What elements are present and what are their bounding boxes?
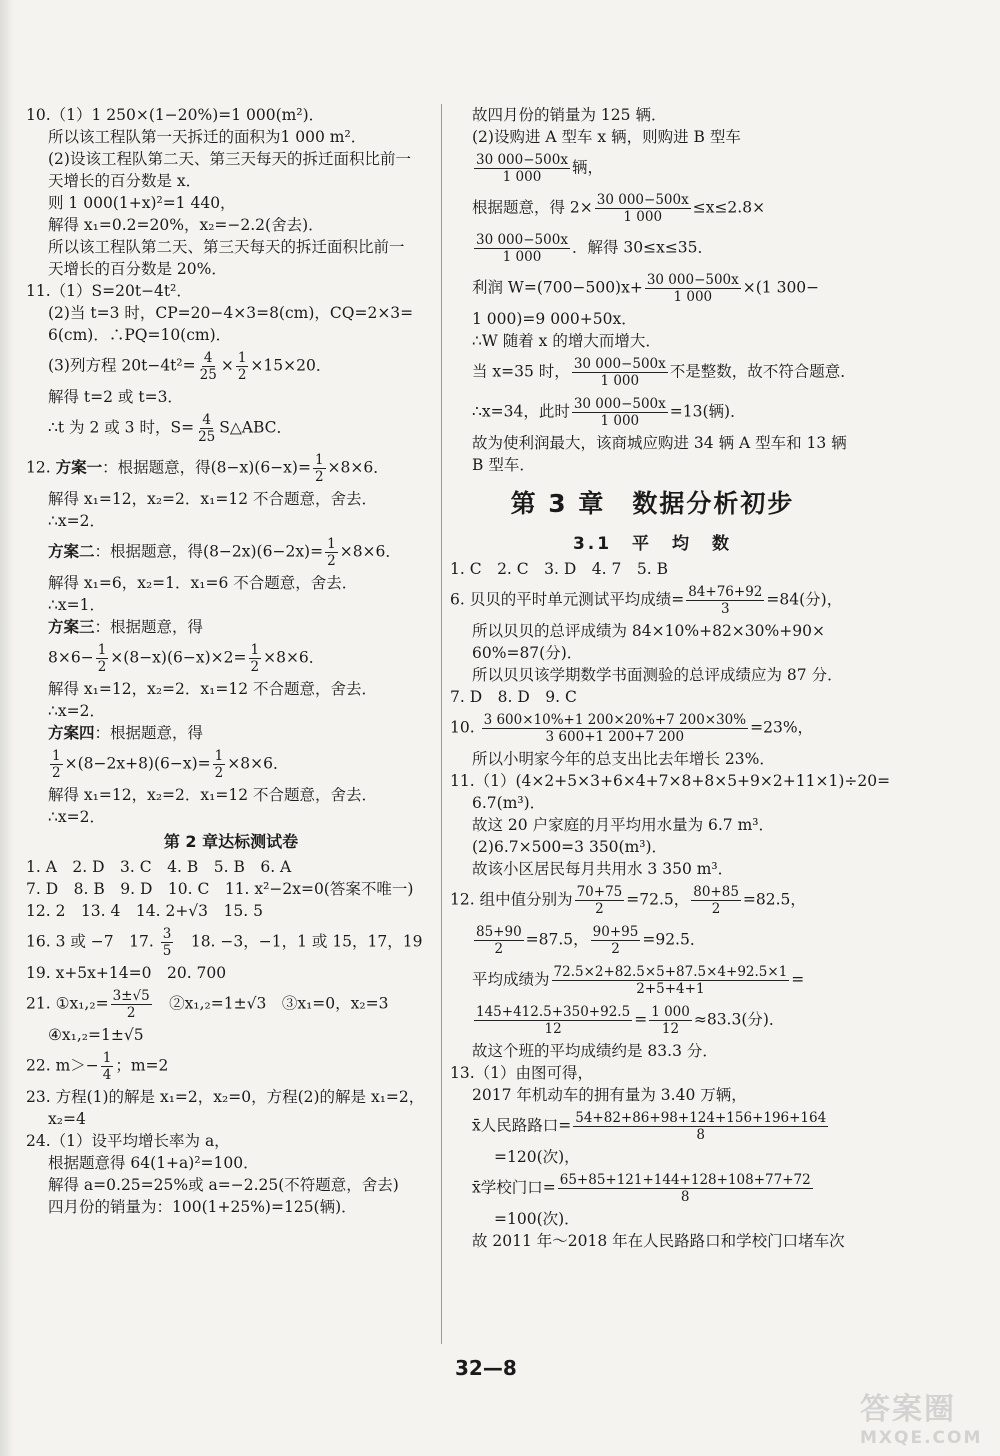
answer-line: 10.（1）1 250×(1−20%)=1 000(m²)．	[26, 106, 325, 124]
fraction-numerator: 3 600×10%+1 200×20%+7 200×30%	[483, 711, 747, 728]
answer-line	[450, 228, 855, 268]
text-segment: 平均成绩为	[472, 970, 550, 988]
answer-line	[450, 352, 855, 392]
answer-line-content	[472, 232, 713, 265]
answer-line: 60%=87(分)．	[472, 644, 583, 662]
text-segment: 根据题意，得 2×	[472, 198, 593, 216]
plan-label: 方案二	[48, 541, 95, 560]
answer-line: 解得 x₁=0.2=20%，x₂=−2.2(舍去)．	[48, 216, 324, 234]
fraction-numerator: 85+90	[476, 923, 522, 940]
fraction	[572, 396, 668, 429]
fraction-numerator: 3±√5	[112, 987, 150, 1004]
answer-line: 解得 x₁=6，x₂=1．x₁=6 不合题意，舍去．	[48, 574, 358, 592]
answer-line: 6(cm)．∴PQ=10(cm)．	[48, 326, 232, 344]
answer-line: x₂=4	[48, 1110, 86, 1128]
fraction-denominator: 1 000	[600, 372, 640, 389]
answer-line: 故这个班的平均成绩约是 83.3 分．	[472, 1042, 718, 1060]
fraction-denominator: 2	[314, 468, 324, 485]
fraction-numerator: 30 000−500x	[596, 191, 689, 208]
text-segment: ：根据题意，得	[94, 724, 204, 742]
fraction	[482, 712, 749, 745]
text-segment: ×(8−x)(6−x)×2=	[110, 648, 247, 666]
text-segment: ×8×6．	[327, 458, 389, 476]
answer-line-content	[472, 356, 856, 389]
fraction-denominator: 1 000	[502, 168, 542, 185]
answer-line	[450, 880, 855, 920]
watermark-line1: 答案圈	[860, 1392, 956, 1427]
text-segment: 12.	[26, 458, 56, 476]
fraction-denominator: 2	[126, 1004, 136, 1021]
text-segment: 18. −3，−1，1 或 15，17，19	[175, 932, 423, 950]
fraction	[552, 964, 790, 997]
answer-line: ∴x=2．	[48, 702, 105, 720]
answer-line: 解得 a=0.25=25%或 a=−2.25(不符题意，舍去)	[48, 1176, 399, 1194]
fraction	[558, 1172, 813, 1205]
answer-line: 解得 x₁=12，x₂=2．x₁=12 不合题意，舍去．	[48, 680, 377, 698]
fraction	[474, 232, 570, 265]
fraction-denominator: 2	[250, 658, 260, 675]
fraction-denominator: 8	[680, 1188, 690, 1205]
fraction	[573, 1110, 828, 1143]
answer-line-content	[472, 1004, 784, 1037]
answer-line-content	[472, 1172, 815, 1205]
text-segment: =84(分)，	[766, 590, 843, 608]
fraction-denominator: 3 600+1 200+7 200	[545, 728, 685, 745]
answer-line: 12. 2 13. 4 14. 2+√3 15. 5	[26, 902, 263, 920]
text-segment: ：根据题意，得(8−2x)(6−2x)=	[94, 542, 324, 560]
answer-line-content	[48, 724, 203, 742]
fraction	[474, 152, 570, 185]
answer-line: 解得 x₁=12，x₂=2．x₁=12 不合题意，舍去．	[48, 786, 377, 804]
text-segment: ≤x≤2.8×	[692, 198, 766, 216]
text-segment: =	[791, 970, 805, 988]
answer-line: 天增长的百分数是 20%．	[48, 260, 227, 278]
right-column	[450, 104, 891, 1252]
text-segment: ∴x=34，此时	[472, 402, 570, 420]
text-segment: 12. 组中值分别为	[450, 890, 573, 908]
fraction-numerator: 30 000−500x	[573, 395, 666, 412]
answer-line	[450, 188, 855, 228]
fraction	[591, 924, 641, 957]
answer-line	[450, 708, 855, 748]
answer-line: 19. x+5x+14=0 20. 700	[26, 964, 227, 982]
answer-line: 所以该工程队第二天、第三天每天的拆迁面积比前一	[48, 238, 405, 256]
text-segment: =23%，	[750, 718, 814, 736]
text-segment: ×8×6．	[339, 542, 401, 560]
answer-line: 天增长的百分数是 x．	[48, 172, 202, 190]
text-segment: ×15×20．	[250, 356, 332, 374]
fraction-denominator: 8	[696, 1126, 706, 1143]
answer-line: 解得 t=2 或 t=3．	[48, 388, 183, 406]
text-segment: ×(1 300−	[742, 278, 820, 296]
page-edge-shadow	[0, 0, 14, 1456]
fraction-denominator: 1 000	[673, 288, 713, 305]
plan-label: 方案一	[55, 457, 103, 476]
text-segment: ．解得 30≤x≤35．	[571, 238, 714, 256]
fraction-denominator: 3	[721, 600, 730, 617]
answer-line	[26, 448, 436, 488]
fraction-denominator: 2	[97, 658, 107, 675]
answer-line	[26, 408, 436, 448]
fraction-denominator: 2	[214, 764, 224, 781]
fraction-denominator: 2	[52, 764, 61, 781]
answer-line: 7. D 8. D 9. C	[450, 688, 577, 706]
text-segment: x̄学校门口=	[472, 1178, 556, 1196]
fraction-numerator: 1	[250, 641, 260, 658]
answer-line-content	[472, 924, 705, 957]
fraction	[196, 412, 217, 445]
watermark-line2: MXQE.COM	[860, 1428, 983, 1448]
answer-line: 根据题意得 64(1+a)²=100．	[48, 1154, 259, 1172]
fraction-denominator: 2	[595, 900, 604, 917]
text-segment: 当 x=35 时，	[472, 362, 570, 380]
fraction	[572, 356, 668, 389]
fraction-numerator: 145+412.5+350+92.5	[476, 1003, 631, 1020]
answer-line	[450, 148, 855, 188]
text-segment: 8×6−	[48, 648, 94, 666]
section-heading: 第 3 章 数据分析初步	[510, 489, 795, 518]
fraction	[213, 748, 226, 781]
section-heading: 3.1 平 均 数	[572, 534, 733, 554]
answer-line: B 型车．	[472, 456, 535, 474]
fraction-denominator: 2	[494, 940, 504, 957]
fraction	[645, 272, 741, 305]
answer-line	[26, 346, 436, 386]
text-segment: =82.5，	[742, 890, 806, 908]
answer-line	[26, 744, 436, 784]
answer-line-content	[48, 412, 292, 445]
page-number: 32—8	[455, 1356, 517, 1380]
fraction-numerator: 1	[327, 535, 336, 552]
fraction	[50, 748, 63, 781]
answer-line: 所以该工程队第一天拆迁的面积为1 000 m²．	[48, 128, 367, 146]
text-segment: 16. 3 或 −7 17.	[26, 932, 159, 950]
answer-line	[26, 722, 436, 744]
answer-line: ∴x=2．	[48, 512, 105, 530]
fraction	[686, 584, 764, 617]
answer-line	[450, 392, 855, 432]
text-segment: =	[634, 1010, 648, 1028]
answer-line-content	[472, 396, 746, 429]
fraction-numerator: 1	[237, 349, 247, 366]
answer-line: 1. C 2. C 3. D 4. 7 5. B	[450, 560, 668, 578]
answer-line: 则 1 000(1+x)²=1 440，	[48, 194, 236, 212]
text-segment: ×	[220, 356, 234, 374]
fraction	[236, 350, 249, 383]
fraction-numerator: 54+82+86+98+124+156+196+164	[575, 1109, 827, 1126]
answer-line	[450, 960, 855, 1000]
answer-line-content	[450, 584, 842, 617]
text-segment: =87.5，	[525, 930, 589, 948]
fraction	[313, 452, 326, 485]
left-column	[26, 104, 436, 1218]
answer-line	[450, 1168, 855, 1208]
fraction	[161, 926, 174, 959]
answer-line: (2)设购进 A 型车 x 辆，则购进 B 型车	[472, 128, 741, 146]
fraction-numerator: 30 000−500x	[476, 231, 568, 248]
answer-line	[450, 580, 855, 620]
plan-label: 方案三	[48, 617, 95, 636]
text-segment: =72.5，	[626, 890, 690, 908]
fraction-numerator: 3	[162, 925, 172, 942]
fraction	[595, 192, 691, 225]
text-segment: 22. m＞−	[26, 1056, 99, 1074]
answer-line	[450, 1000, 855, 1040]
fraction-denominator: 2	[711, 900, 721, 917]
answer-line	[26, 638, 436, 678]
fraction-numerator: 72.5×2+82.5×5+87.5×4+92.5×1	[553, 963, 788, 980]
answer-line: 解得 x₁=12，x₂=2．x₁=12 不合题意，舍去．	[48, 490, 377, 508]
fraction	[649, 1004, 692, 1037]
fraction-numerator: 90+95	[592, 923, 639, 940]
fraction-numerator: 30 000−500x	[646, 271, 739, 288]
answer-line	[26, 1046, 436, 1086]
fraction	[101, 1050, 114, 1083]
fraction-numerator: 30 000−500x	[476, 151, 568, 168]
fraction-numerator: 1 000	[651, 1003, 690, 1020]
column-divider	[441, 104, 442, 1344]
fraction-denominator: 12	[544, 1020, 562, 1037]
answer-line-content	[48, 618, 203, 636]
answer-line-content	[450, 884, 806, 917]
answer-line: 2017 年机动车的拥有量为 3.40 万辆，	[472, 1086, 747, 1104]
answer-line: 故这 20 户家庭的月平均用水量为 6.7 m³．	[472, 816, 774, 834]
fraction-denominator: 2	[611, 940, 620, 957]
answer-line	[26, 532, 436, 572]
fraction	[111, 988, 152, 1021]
text-segment: =92.5．	[642, 930, 706, 948]
fraction-denominator: 1 000	[600, 412, 640, 429]
watermark-logo	[860, 1384, 990, 1450]
text-segment: 利润 W=(700−500)x+	[472, 278, 643, 296]
fraction-numerator: 30 000−500x	[573, 355, 666, 372]
answer-line-content	[48, 642, 324, 675]
fraction-denominator: 25	[198, 428, 216, 445]
answer-line-content	[450, 712, 813, 745]
answer-line-content	[26, 452, 389, 485]
text-segment: 21. ①x₁,₂=	[26, 994, 109, 1012]
fraction-denominator: 2+5+4+1	[636, 980, 705, 997]
answer-line: ∴x=2．	[48, 808, 105, 826]
fraction-denominator: 25	[199, 366, 217, 383]
fraction-denominator: 2	[327, 552, 336, 569]
text-segment: ≈83.3(分)．	[693, 1010, 785, 1028]
text-segment: 辆，	[571, 158, 603, 176]
answer-line-content	[48, 748, 288, 781]
answer-line: 故四月份的销量为 125 辆．	[472, 106, 667, 124]
fraction	[96, 642, 109, 675]
answer-line	[26, 922, 436, 962]
text-segment: ：根据题意，得	[94, 618, 204, 636]
fraction-denominator: 5	[162, 942, 172, 959]
fraction-numerator: 1	[52, 747, 61, 764]
text-segment: (3)列方程 20t−4t²=	[48, 356, 196, 374]
text-segment: 6. 贝贝的平时单元测试平均成绩=	[450, 590, 685, 608]
answer-line: =120(次)，	[494, 1148, 580, 1166]
fraction-numerator: 80+85	[693, 883, 739, 900]
text-segment: 10.	[450, 718, 480, 736]
text-segment: x̄人民路路口=	[472, 1116, 572, 1134]
answer-line: 四月份的销量为：100(1+25%)=125(辆)．	[48, 1198, 357, 1216]
answer-line: 11.（1）(4×2+5×3+6×4+7×8+8×5+9×2+11×1)÷20=	[450, 772, 891, 790]
fraction-denominator: 1 000	[623, 208, 663, 225]
answer-line: (2)当 t=3 时，CP=20−4×3=8(cm)，CQ=2×3=	[48, 304, 414, 322]
text-segment: ：根据题意，得(8−x)(6−x)=	[102, 458, 311, 476]
answer-line-content	[472, 192, 765, 225]
text-segment: 不是整数，故不符合题意．	[669, 362, 856, 380]
text-segment: ；m=2	[115, 1056, 169, 1074]
fraction-numerator: 1	[214, 747, 224, 764]
fraction	[474, 924, 524, 957]
answer-line-content	[48, 350, 331, 383]
fraction-numerator: 1	[97, 641, 107, 658]
answer-line: 故 2011 年～2018 年在人民路路口和学校门口堵车次	[472, 1232, 845, 1250]
answer-line	[26, 616, 436, 638]
answer-line-content	[26, 988, 388, 1021]
fraction-numerator: 4	[203, 349, 213, 366]
answer-line: 13.（1）由图可得，	[450, 1064, 594, 1082]
text-segment: S△ABC．	[219, 418, 293, 436]
answer-line-content	[472, 1110, 830, 1143]
answer-line: 23. 方程(1)的解是 x₁=2，x₂=0，方程(2)的解是 x₁=2，	[26, 1088, 425, 1106]
answer-line: ∴W 随着 x 的增大而增大．	[472, 332, 661, 350]
fraction	[198, 350, 219, 383]
fraction-numerator: 65+85+121+144+128+108+77+72	[559, 1171, 811, 1188]
answer-line: 所以贝贝该学期数学书面测验的总评成绩应为 87 分．	[472, 666, 843, 684]
answer-line: 所以贝贝的总评成绩为 84×10%+82×30%+90×	[472, 622, 825, 640]
fraction-denominator: 12	[661, 1020, 680, 1037]
answer-line-content	[48, 536, 401, 569]
answer-line	[450, 920, 855, 960]
answer-line: 7. D 8. B 9. D 10. C 11. x²−2x=0(答案不唯一)	[26, 880, 414, 898]
answer-line: 1 000)=9 000+50x．	[472, 310, 637, 328]
fraction	[691, 884, 741, 917]
answer-line: ④x₁,₂=1±√5	[48, 1026, 144, 1044]
answer-line: 所以小明家今年的总支出比去年增长 23%．	[472, 750, 775, 768]
answer-line: =100(次)．	[494, 1210, 580, 1228]
fraction-denominator: 1 000	[502, 248, 542, 265]
fraction-denominator: 2	[237, 366, 247, 383]
answer-line: ∴x=1．	[48, 596, 105, 614]
fraction	[575, 884, 625, 917]
plan-label: 方案四	[48, 723, 95, 742]
answer-line: 1. A 2. D 3. C 4. B 5. B 6. A	[26, 858, 292, 876]
fraction-numerator: 1	[314, 451, 324, 468]
answer-line-content	[26, 1050, 168, 1083]
answer-line	[26, 984, 436, 1024]
text-segment: =13(辆)．	[669, 402, 746, 420]
text-segment: ②x₁,₂=1±√3 ③x₁=0，x₂=3	[153, 994, 389, 1012]
answer-line-content	[472, 272, 819, 305]
text-segment: ×8×6．	[263, 648, 325, 666]
answer-line-content	[472, 152, 603, 185]
fraction-numerator: 1	[102, 1049, 112, 1066]
fraction-numerator: 84+76+92	[688, 583, 763, 600]
fraction-denominator: 4	[102, 1066, 112, 1083]
answer-line-content	[26, 926, 423, 959]
answer-line	[450, 1106, 855, 1146]
answer-line: 故为使利润最大，该商城应购进 34 辆 A 型车和 13 辆	[472, 434, 847, 452]
answer-line: 11.（1）S=20t−4t²．	[26, 282, 192, 300]
fraction-numerator: 70+75	[576, 883, 623, 900]
fraction	[325, 536, 338, 569]
answer-line: 故该小区居民每月共用水 3 350 m³．	[472, 860, 734, 878]
answer-line: 24.（1）设平均增长率为 a，	[26, 1132, 230, 1150]
answer-line: (2)设该工程队第二天、第三天每天的拆迁面积比前一	[48, 150, 411, 168]
text-segment: ×8×6．	[227, 754, 289, 772]
text-segment: ×(8−2x+8)(6−x)=	[64, 754, 211, 772]
fraction-numerator: 4	[202, 411, 211, 428]
answer-line	[450, 268, 855, 308]
fraction	[474, 1004, 632, 1037]
answer-line: 6.7(m³)．	[472, 794, 546, 812]
fraction	[249, 642, 262, 675]
answer-line: (2)6.7×500=3 350(m³)．	[472, 838, 668, 856]
section-heading: 第 2 章达标测试卷	[163, 832, 299, 851]
answer-line-content	[472, 964, 804, 997]
text-segment: ∴t 为 2 或 3 时，S=	[48, 418, 195, 436]
